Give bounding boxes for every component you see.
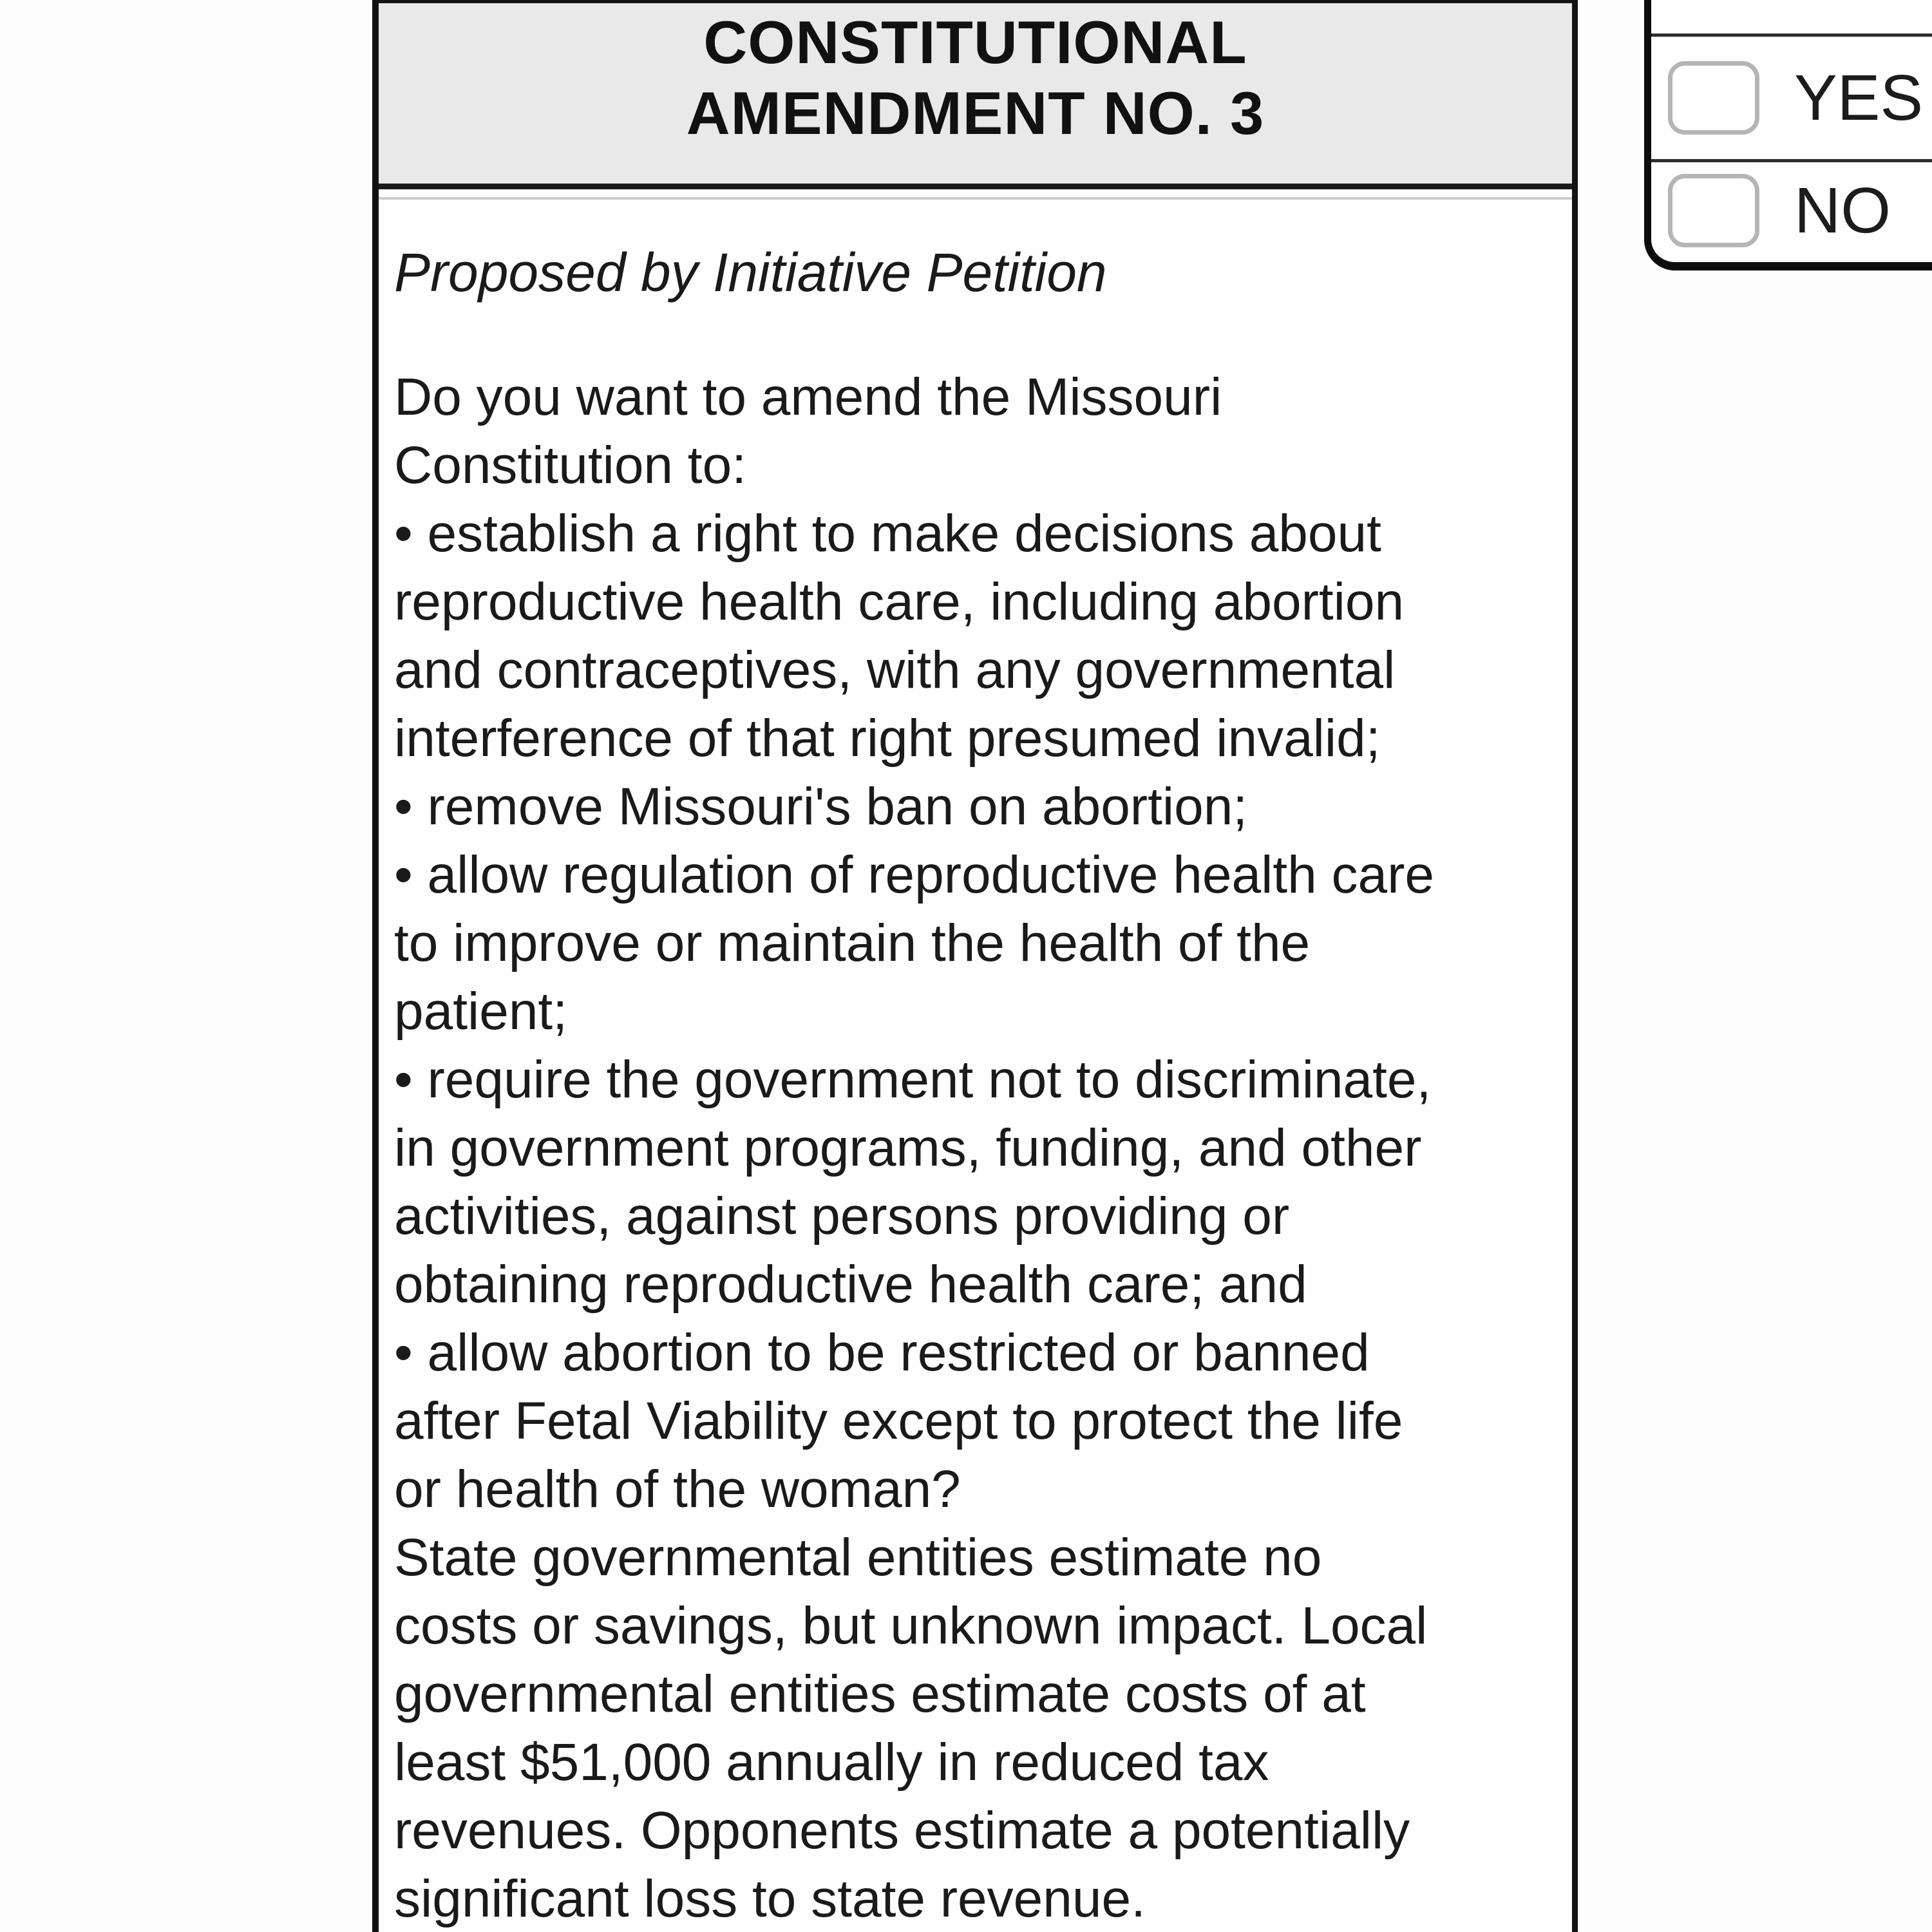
measure-body-line: or health of the woman?	[394, 1460, 961, 1519]
measure-body-line: patient;	[394, 982, 567, 1041]
measure-body-line: • remove Missouri's ban on abortion;	[394, 777, 1248, 836]
measure-body	[394, 363, 1566, 1932]
measure-body-line: in government programs, funding, and other	[394, 1119, 1422, 1177]
ballot-measure-column	[372, 0, 1578, 1932]
yes-no-panel	[1644, 0, 1932, 270]
measure-body-line: obtaining reproductive health care; and	[394, 1255, 1307, 1314]
measure-header	[379, 3, 1572, 189]
measure-body-line: Do you want to amend the Missouri	[394, 368, 1222, 426]
measure-body-line: • allow regulation of reproductive health care	[394, 846, 1434, 904]
yes-choice-row	[1651, 37, 1932, 159]
measure-body-line: interference of that right presumed invalid;	[394, 709, 1381, 768]
measure-body-line: • establish a right to make decisions about	[394, 504, 1381, 563]
measure-text	[379, 238, 1572, 1932]
measure-body-line: significant loss to state revenue.	[394, 1870, 1146, 1928]
no-label: NO	[1794, 174, 1891, 247]
measure-body-line: least $51,000 annually in reduced tax	[394, 1733, 1269, 1792]
measure-body-line: costs or savings, but unknown impact. Local	[394, 1596, 1428, 1655]
measure-body-line: • allow abortion to be restricted or banned	[394, 1323, 1370, 1382]
measure-body-line: activities, against persons providing or	[394, 1187, 1290, 1245]
measure-title-line2: AMENDMENT NO. 3	[686, 79, 1265, 147]
measure-body-line: reproductive health care, including abortion	[394, 573, 1405, 631]
measure-body-line: after Fetal Viability except to protect the life	[394, 1392, 1403, 1450]
measure-body-line: revenues. Opponents estimate a potentially	[394, 1801, 1410, 1860]
measure-body-line: • require the government not to discriminate,	[394, 1050, 1432, 1109]
panel-top-strip	[1651, 0, 1932, 33]
measure-body-line: State governmental entities estimate no	[394, 1528, 1322, 1587]
measure-body-line: governmental entities estimate costs of at	[394, 1665, 1366, 1723]
no-checkbox[interactable]	[1668, 174, 1759, 247]
measure-body-line: to improve or maintain the health of the	[394, 914, 1311, 972]
measure-body-line: Constitution to:	[394, 436, 746, 495]
measure-body-line: and contraceptives, with any governmental	[394, 641, 1396, 699]
proposed-by-line: Proposed by Initiative Petition	[394, 242, 1107, 303]
measure-title-line1: CONSTITUTIONAL	[703, 8, 1247, 76]
no-choice-row	[1651, 162, 1932, 259]
yes-checkbox[interactable]	[1668, 61, 1759, 135]
yes-label: YES	[1794, 61, 1924, 134]
header-underline	[379, 197, 1572, 200]
